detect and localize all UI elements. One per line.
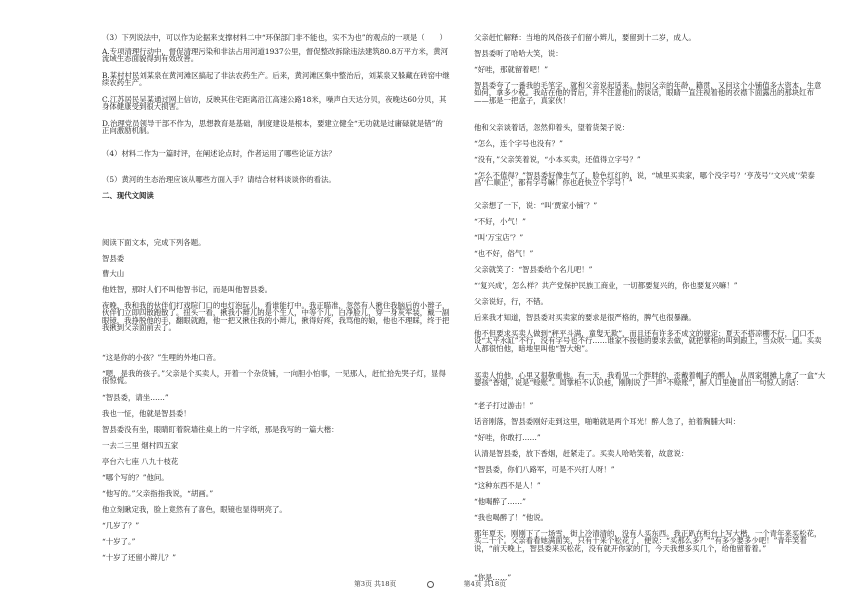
left-paragraph: 我也一怔，他就是智县委！: [102, 409, 191, 418]
left-paragraph: 智县委没有坐，眼睛盯着院墙往桌上的一片字纸，那是我写的一篇大楷：: [102, 425, 339, 434]
left-paragraph: A.专项清理行动中，督促清理污染和非法占用河道1937公里，督促整改拆除违法建筑80.8万平方米，黄河流域生态面貌得到有效改善。: [102, 47, 448, 64]
left-paragraph: “他写的。”父亲指指我说，“胡画。”: [102, 489, 214, 498]
left-paragraph: “哪个写的？”他问。: [102, 473, 169, 482]
right-paragraph: 父亲想了一下，说：“叫‘贾家小铺’？”: [474, 201, 598, 210]
right-paragraph: 他不但要求买卖人做到“秤平斗满，童叟无欺”，而且还有许多不成文的规定：夏天不搭凉棚不行，门口不设“太平水缸”不行，没有字号也不行……谁家不按他的要求去做，就把掌柜的叫到跟上，当众吹一通。买卖人都很怕他，暗地里叫他“智大炮”。: [474, 329, 822, 353]
right-paragraph: 话音刚落，智县委刚好走到这里，啪啪就是两个耳光！醉人急了，拍着胸脯大叫：: [474, 417, 741, 426]
left-paragraph: 他姓智，那时人们不叫他智书记，而是叫他智县委。: [102, 285, 272, 294]
footer-right-page-number: 第4页 共18页: [463, 580, 506, 588]
right-paragraph: 智县委夸了一番我的毛笔字，就和父亲说起话来。他问父亲的年龄，籍贯，又问这个小铺值多大资本，生意如何，拿多少税。我站在他的背后，并不注意他们的谈话，眼睛一直注视着他的衣襟下面露出的那块红布——那是一把盒子，真家伙！: [474, 81, 822, 105]
right-paragraph: 后来我才知道，智县委对买卖家的要求是很严格的，脾气也很暴躁。: [474, 313, 696, 322]
left-paragraph: B.某村村民刘某泉在黄河滩区搞起了非法农药生产。后来，黄河滩区集中整治后，刘某泉又躲藏在砖窑中继续农药生产。: [102, 71, 450, 88]
section-heading: 二、现代文阅读: [102, 191, 154, 200]
left-paragraph: 智县委: [102, 254, 125, 263]
left-paragraph: （5）黄河的生态治理应该从哪些方面入手？请结合材料谈谈你的看法。: [102, 175, 336, 184]
right-paragraph: “他喝醉了……”: [474, 497, 526, 506]
right-paragraph: “你是……”: [474, 573, 512, 582]
left-paragraph: 曹大山: [102, 269, 125, 278]
left-paragraph: “几岁了？”: [102, 521, 140, 530]
right-paragraph: “怎么不值得？”智县委好像生气了，脸色红红的，说，“城里买卖家，哪个没字号？‘亨茂号’‘文兴成’‘荣泰昌’‘仁顺正’，都有字号嘛！你也赶快立个字号！”: [474, 171, 815, 188]
left-paragraph: “十岁了还留小辫儿？”: [102, 553, 177, 562]
right-paragraph: “怎么，连个字号也没有？”: [474, 139, 563, 148]
left-paragraph: “十岁了。”: [102, 537, 136, 546]
circle-icon: [427, 581, 434, 588]
right-paragraph: “叫‘万宝店’？”: [474, 233, 524, 242]
left-paragraph: “智县委，请坐……”: [102, 393, 169, 402]
right-paragraph: 他和父亲谈着话，忽然仰着头，望着货架子说：: [474, 123, 630, 132]
right-paragraph: “好哇，那就留着吧！”: [474, 65, 549, 74]
left-paragraph: 夜晚，我和我的伙伴们打戏院门口的电灯泡玩儿，看谁能打中。我正瞄准，忽然有人揪住我脑后的小辫子，伙伴们立即四散跑散了。扭头一看，揪我小辫儿的是个生人，中等个儿，白净脸儿，穿一身灰军装，戴一副眼镜，我挣脱他的手，翻眼就跑，他一把又揪住我的小辫儿，揪得好疼，我骂他的娘，他也不理睬，终于把我揪到父亲面前去了。: [102, 301, 450, 333]
right-paragraph: 那年夏天，刚刚下了一场雪，街上冷清清的，没有人买东西。我正趴在柜台上写大楷，一个青年来买松花，买二十个。父亲看看她满面笑，只有十来个松花了，便说：“买那么多？”“有多少要多少吧！”青年笑着说，“前天晚上，智县委来买松花，没有就开你家的门，今天我想多买几个，给他留着着。”: [474, 529, 822, 553]
right-paragraph: 父亲赶忙解释：当地的风俗孩子们留小辫儿，要留到十二岁，成人。: [474, 33, 696, 42]
left-paragraph: 一去二三里 烟村四五家: [102, 441, 179, 450]
right-paragraph: 智县委听了哈哈大笑，说：: [474, 49, 563, 58]
right-paragraph: 认清是智县委，放下香烟，赶紧走了。买卖人哈哈笑着，故意说：: [474, 449, 689, 458]
right-paragraph: “也不好，俗气！”: [474, 249, 534, 258]
page-footer: [0, 578, 860, 588]
left-paragraph: （4）材料二作为一篇时评，在阐述论点时，作者运用了哪些论证方法？: [102, 149, 336, 158]
right-paragraph: 买卖人怕他，心里又很敬重他。有一天，我看见一个胖胖的、歪戴着帽子的醉人，从周家烟摊上拿了一盒“大婴孩”香烟，说是“赊账”。周掌柜不认识他，刚刚说了一声“不赊账”，醉人口里便冒出一句惊人的话：: [474, 371, 826, 388]
right-paragraph: 父亲说好，行，不错。: [474, 297, 548, 306]
right-paragraph: “好哇，你敢打……”: [474, 433, 541, 442]
right-paragraph: “这种东西不是人！”: [474, 481, 541, 490]
left-paragraph: “嗯，是我的孩子。”父亲是个买卖人，开着一个杂货铺，一向胆小怕事，一见那人，赶忙拾先哭子灯，显得很惊慌。: [102, 369, 446, 386]
left-paragraph: D.治理党员领导干部不作为，思想教育是基础，制度建设是根本，要建立健全“无功就是过庸碌就是错”的正向激励机制。: [102, 119, 443, 136]
left-paragraph: 阅读下面文本，完成下列各题。: [102, 238, 206, 247]
footer-left-page-number: 第3页 共18页: [354, 580, 397, 588]
left-paragraph: 亭台六七座 八九十枝花: [102, 457, 179, 466]
left-paragraph: “这是你的小孩？”生哩的外地口音。: [102, 353, 221, 362]
right-paragraph: “智县委，你们八路军，可是不兴打人呀！”: [474, 465, 615, 474]
right-paragraph: 父亲就笑了：“智县委给个名儿吧！”: [474, 265, 593, 274]
left-paragraph: （3）下列说法中，可以作为论据来支撑材料二中“环保部门非不能也，实不为也”的观点的一项是（ ）: [102, 33, 447, 42]
right-paragraph: “没有，”父亲笑着说，“小本买卖，还值得立字号？”: [474, 155, 641, 164]
left-paragraph: C.江苏居民吴某通过网上信访，反映其住宅距离沿江高速公路18米，噪声白天达分贝，夜晚达60分贝，其身体健康受到很大损害。: [102, 95, 447, 112]
right-paragraph: “老子打过游击！”: [474, 401, 534, 410]
right-paragraph: “不好，小气！”: [474, 217, 526, 226]
right-paragraph: “‘复兴成’，怎么样？共产党保护民族工商业，一切都要复兴的，你也要复兴嘛！”: [474, 281, 738, 290]
right-paragraph: “我也喝醉了！”他说。: [474, 513, 549, 522]
left-paragraph: 他立刻瞅定我，脸上竟然有了喜色，眼镜也显得明亮了。: [102, 505, 287, 514]
